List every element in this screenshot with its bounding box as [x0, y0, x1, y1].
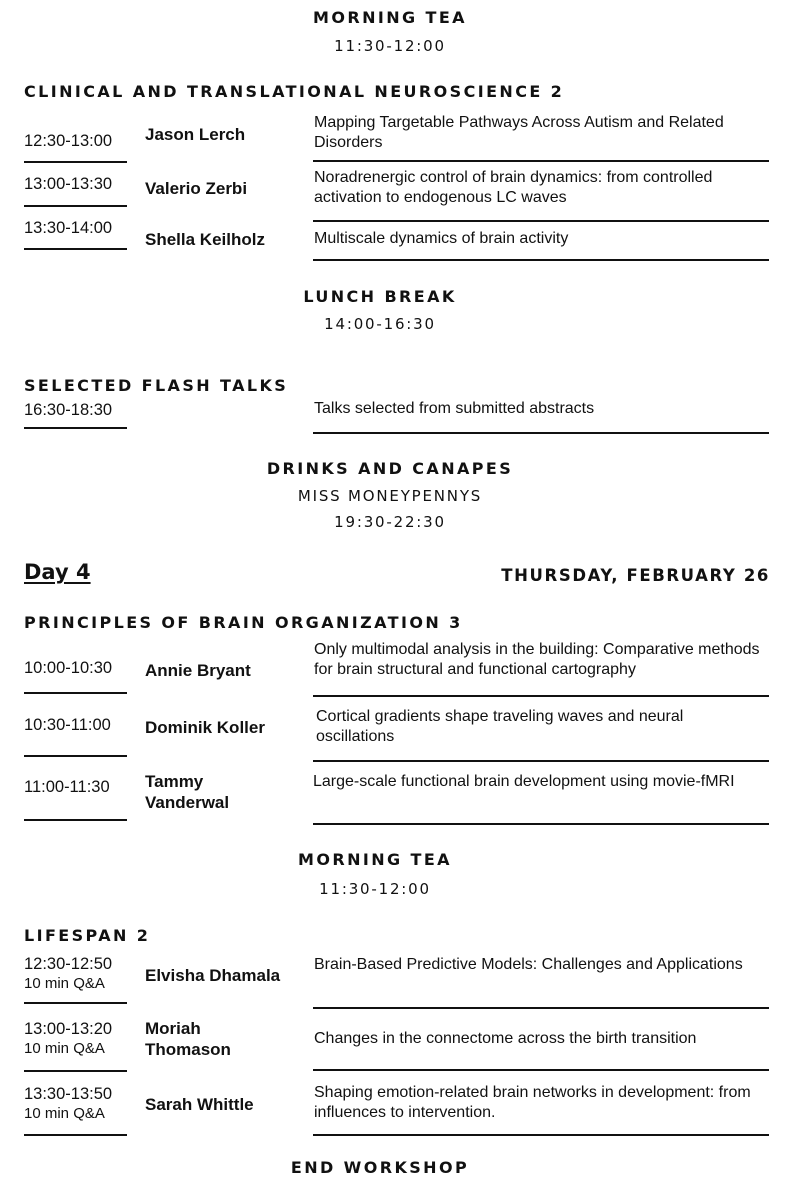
divider: [313, 823, 769, 825]
talk-time: [24, 954, 112, 994]
talk-title: Only multimodal analysis in the building: Comparative methods for brain structural and functional cartography: [314, 641, 760, 678]
morning-tea-time: 11:30-12:00: [319, 880, 431, 898]
talk-speaker: Jason Lerch: [145, 125, 246, 144]
talk-time-range: 13:00-13:20: [24, 1020, 113, 1038]
talk-time: 16:30-18:30: [24, 401, 113, 419]
divider: [313, 1134, 769, 1136]
divider: [24, 1134, 127, 1136]
divider: [313, 1007, 769, 1009]
divider: [24, 427, 127, 429]
section-heading-pbo3: PRINCIPLES OF BRAIN ORGANIZATION 3: [24, 613, 463, 632]
divider: [24, 205, 127, 207]
talk-time: [24, 1019, 112, 1059]
divider: [24, 1002, 127, 1004]
talk-speaker: Annie Bryant: [145, 661, 251, 680]
drinks-heading: DRINKS AND CANAPES: [266, 459, 514, 478]
talk-time-range: 12:30-12:50: [24, 955, 113, 973]
divider: [313, 432, 769, 434]
end-heading: END WORKSHOP: [290, 1158, 470, 1177]
morning-tea-heading: MORNING TEA: [298, 850, 452, 869]
talk-time: 10:00-10:30: [24, 659, 113, 677]
talk-speaker: Valerio Zerbi: [145, 179, 248, 198]
talk-speaker: Sarah Whittle: [145, 1095, 254, 1114]
talk-title: Noradrenergic control of brain dynamics: from controlled activation to endogenous LC waves: [314, 169, 713, 206]
divider: [313, 760, 769, 762]
talk-title: Mapping Targetable Pathways Across Autism and Related Disorders: [314, 114, 724, 151]
divider: [313, 160, 769, 162]
divider: [313, 259, 769, 261]
talk-speaker: Dominik Koller: [145, 718, 265, 737]
divider: [24, 819, 127, 821]
divider: [24, 161, 127, 163]
day-date: THURSDAY, FEBRUARY 26: [501, 566, 770, 585]
talk-title: Multiscale dynamics of brain activity: [314, 230, 569, 247]
divider: [24, 1070, 127, 1072]
divider: [24, 248, 127, 250]
morning-tea-time: 11:30-12:00: [334, 37, 446, 55]
lunch-heading: LUNCH BREAK: [303, 287, 457, 306]
talk-title: Large-scale functional brain development using movie-fMRI: [313, 773, 735, 790]
talk-qa: 10 min Q&A: [24, 1040, 105, 1057]
section-heading-flash: SELECTED FLASH TALKS: [24, 376, 289, 395]
drinks-time: 19:30-22:30: [334, 513, 446, 531]
morning-tea-heading: MORNING TEA: [313, 8, 467, 27]
talk-speaker: Shella Keilholz: [145, 230, 265, 249]
talk-time: 11:00-11:30: [24, 778, 110, 796]
talk-speaker: Tammy Vanderwal: [145, 772, 230, 812]
talk-title: Talks selected from submitted abstracts: [314, 400, 595, 417]
talk-time: [24, 1084, 112, 1124]
talk-speaker: Elvisha Dhamala: [145, 966, 281, 985]
day-label: Day 4: [24, 560, 91, 584]
talk-qa: 10 min Q&A: [24, 1105, 105, 1122]
divider: [24, 692, 127, 694]
talk-title: Shaping emotion-related brain networks in development: from influences to intervention.: [314, 1084, 751, 1121]
drinks-venue: MISS MONEYPENNYS: [297, 487, 483, 505]
talk-qa: 10 min Q&A: [24, 975, 105, 992]
section-heading-ctn2: CLINICAL AND TRANSLATIONAL NEUROSCIENCE 2: [24, 82, 565, 101]
talk-time: 13:00-13:30: [24, 175, 113, 193]
talk-time: 13:30-14:00: [24, 219, 113, 237]
lunch-time: 14:00-16:30: [324, 315, 436, 333]
talk-title: Changes in the connectome across the birth transition: [314, 1030, 697, 1047]
talk-time: 12:30-13:00: [24, 132, 113, 150]
divider: [313, 695, 769, 697]
divider: [24, 755, 127, 757]
talk-speaker: Moriah Thomason: [145, 1019, 231, 1059]
talk-title: Cortical gradients shape traveling waves and neural oscillations: [316, 708, 684, 745]
talk-time: 10:30-11:00: [24, 716, 111, 734]
talk-time-range: 13:30-13:50: [24, 1085, 113, 1103]
section-heading-lifespan2: LIFESPAN 2: [24, 926, 151, 945]
divider: [313, 220, 769, 222]
divider: [313, 1069, 769, 1071]
talk-title: Brain-Based Predictive Models: Challenges and Applications: [314, 956, 743, 973]
